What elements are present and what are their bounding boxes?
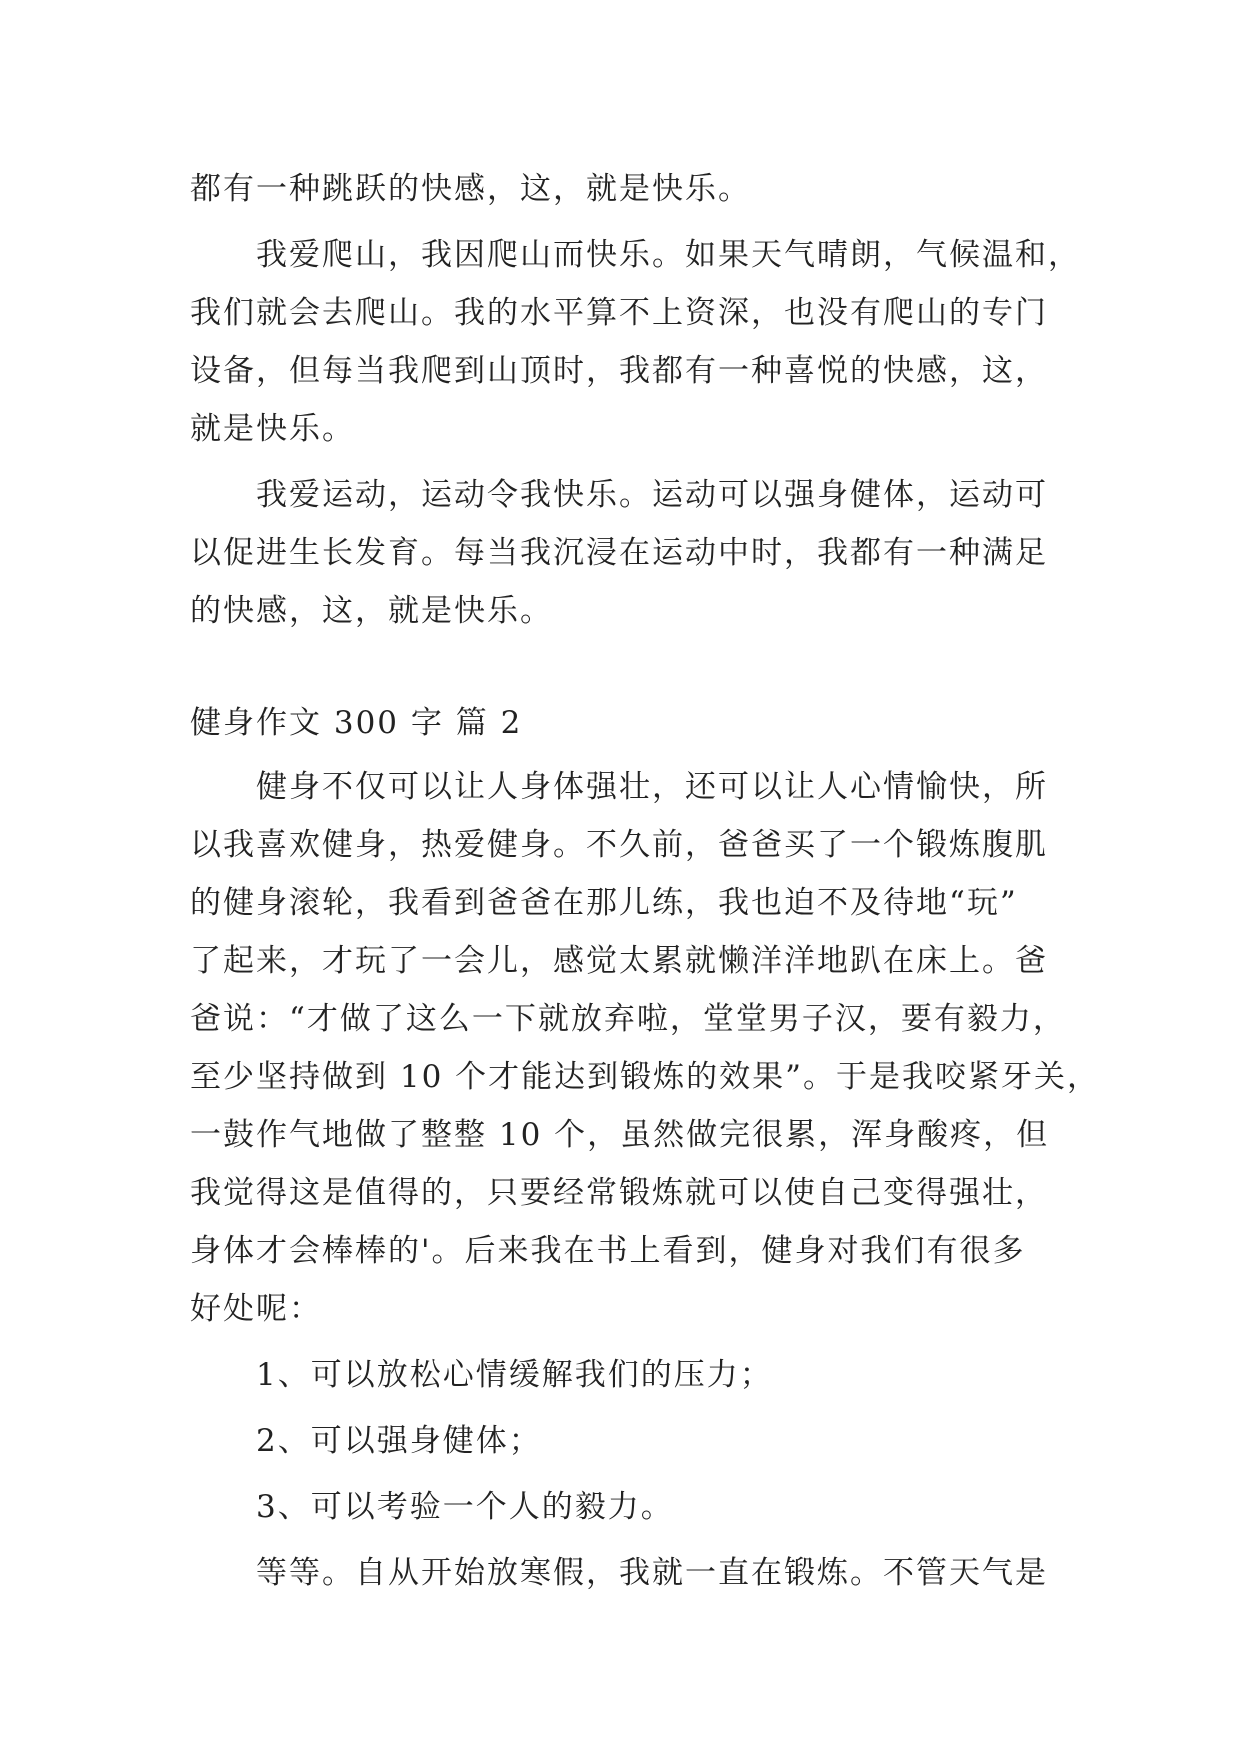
list-item: 1、可以放松心情缓解我们的压力； bbox=[256, 1357, 773, 1393]
text-line: 设备，但每当我爬到山顶时，我都有一种喜悦的快感，这， bbox=[190, 353, 1048, 389]
paragraph-climbing bbox=[190, 226, 1081, 458]
text-line: 一鼓作气地做了整整 10 个，虽然做完很累，浑身酸疼，但 bbox=[190, 1117, 1050, 1153]
text-line: 身体才会棒棒的'。后来我在书上看到，健身对我们有很多 bbox=[190, 1233, 1026, 1269]
text-line: 等等。自从开始放寒假，我就一直在锻炼。不管天气是 bbox=[256, 1555, 1048, 1591]
paragraph-sports bbox=[190, 466, 1050, 640]
text-line: 好处呢： bbox=[190, 1291, 322, 1327]
text-line: 了起来，才玩了一会儿，感觉太累就懒洋洋地趴在床上。爸 bbox=[190, 943, 1048, 979]
text-line: 至少坚持做到 10 个才能达到锻炼的效果”。于是我咬紧牙关， bbox=[190, 1059, 1100, 1095]
text-line: 健身不仅可以让人身体强壮，还可以让人心情愉快，所 bbox=[256, 769, 1048, 805]
text-line: 我爱爬山，我因爬山而快乐。如果天气晴朗，气候温和， bbox=[256, 237, 1081, 273]
list-item: 3、可以考验一个人的毅力。 bbox=[256, 1489, 674, 1525]
document-body bbox=[190, 160, 1100, 1610]
text-line: 我爱运动，运动令我快乐。运动可以强身健体，运动可 bbox=[256, 477, 1048, 513]
text-line: 我觉得这是值得的，只要经常锻炼就可以使自己变得强壮， bbox=[190, 1175, 1048, 1211]
paragraph-closing bbox=[190, 1544, 1050, 1602]
text-line: 我们就会去爬山。我的水平算不上资深，也没有爬山的专门 bbox=[190, 295, 1048, 331]
text-line: 都有一种跳跃的快感，这，就是快乐。 bbox=[190, 171, 751, 207]
section-heading: 健身作文 300 字 篇 2 bbox=[190, 705, 523, 741]
text-line: 以促进生长发育。每当我沉浸在运动中时，我都有一种满足 bbox=[190, 535, 1048, 571]
paragraph-fitness bbox=[190, 758, 1100, 1338]
list-item: 2、可以强身健体； bbox=[256, 1423, 542, 1459]
text-line: 以我喜欢健身，热爱健身。不久前，爸爸买了一个锻炼腹肌 bbox=[190, 827, 1048, 863]
text-line: 爸说：“才做了这么一下就放弃啦，堂堂男子汉，要有毅力， bbox=[190, 1001, 1066, 1037]
paragraph-intro-tail bbox=[190, 160, 1050, 218]
text-line: 就是快乐。 bbox=[190, 411, 355, 447]
text-line: 的快感，这，就是快乐。 bbox=[190, 593, 553, 629]
text-line: 的健身滚轮，我看到爸爸在那儿练，我也迫不及待地“玩” bbox=[190, 885, 1018, 921]
